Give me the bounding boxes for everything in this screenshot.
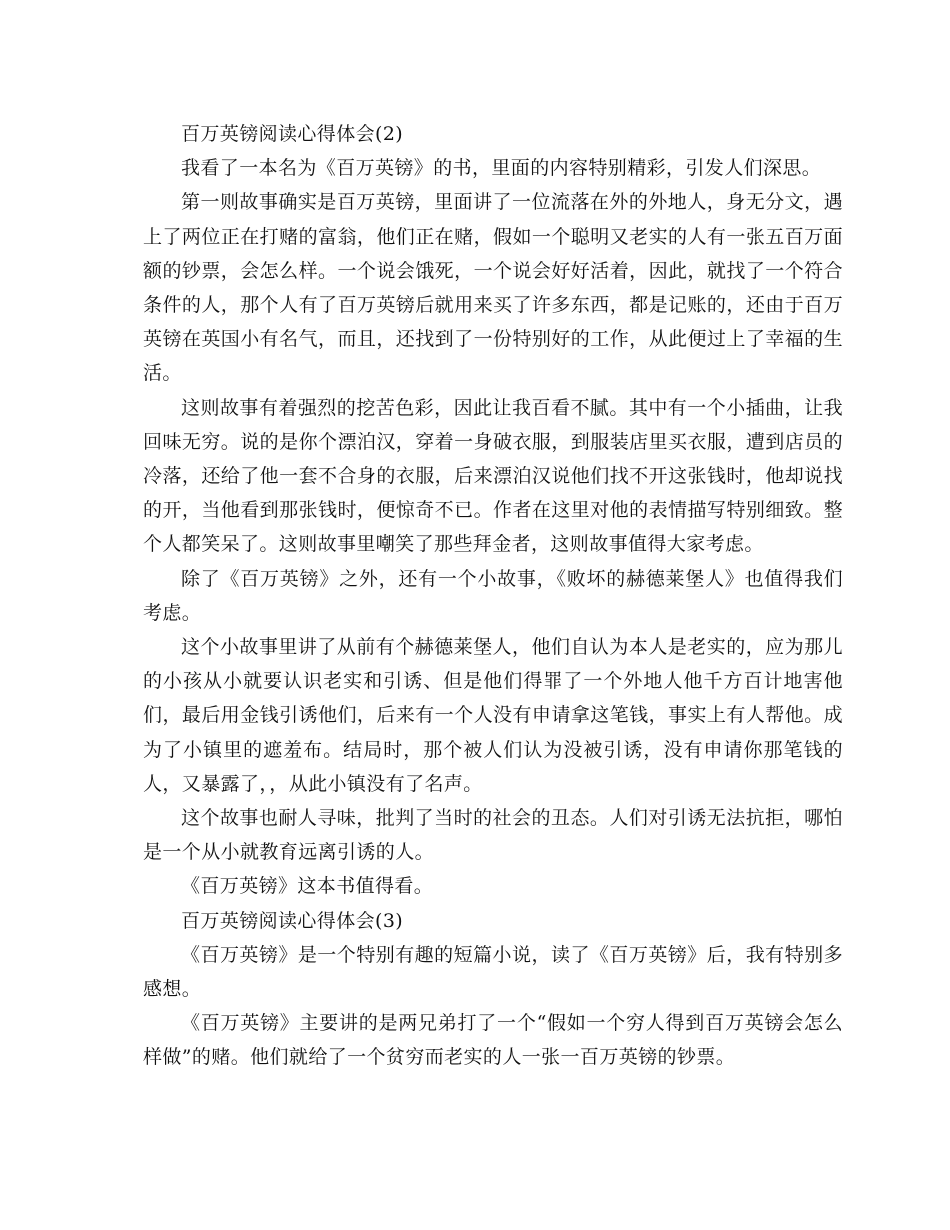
paragraph: 《百万英镑》是一个特别有趣的短篇小说，读了《百万英镑》后，我有特别多感想。 — [143, 943, 843, 1001]
section-heading-2: 百万英镑阅读心得体会(2) — [181, 123, 404, 145]
paragraph: 这则故事有着强烈的挖苦色彩，因此让我百看不腻。其中有一个小插曲，让我回味无穷。说的是你个漂泊汉，穿着一身破衣服，到服装店里买衣服，遭到店员的冷落，还给了他一套不合身的衣服，后来漂泊汉说他们找不开这张钱时，他却说找的开，当他看到那张钱时，便惊奇不已。作者在这里对他的表情描写特别细致。整个人都笑呆了。这则故事里嘲笑了那些拜金者，这则故事值得大家考虑。 — [143, 396, 843, 556]
document-body — [143, 117, 843, 1075]
paragraph: 《百万英镑》这本书值得看。 — [181, 875, 434, 898]
section-heading-3: 百万英镑阅读心得体会(3) — [181, 909, 404, 932]
paragraph: 这个小故事里讲了从前有个赫德莱堡人，他们自认为本人是老实的，应为那儿的小孩从小就要认识老实和引诱、但是他们得罪了一个外地人他千方百计地害他们，最后用金钱引诱他们，后来有一个人没有申请拿这笔钱，事实上有人帮他。成为了小镇里的遮羞布。结局时，那个被人们认为没被引诱，没有申请你那笔钱的人，又暴露了，，从此小镇没有了名声。 — [143, 636, 843, 795]
paragraph: 我看了一本名为《百万英镑》的书，里面的内容特别精彩，引发人们深思。 — [181, 157, 822, 180]
paragraph: 第一则故事确实是百万英镑，里面讲了一位流落在外的外地人，身无分文，遇上了两位正在打赌的富翁，他们正在赌，假如一个聪明又老实的人有一张五百万面额的钞票，会怎么样。一个说会饿死，一个说会好好活着，因此，就找了一个符合条件的人，那个人有了百万英镑后就用来买了许多东西，都是记账的，还由于百万英镑在英国小有名气，而且，还找到了一份特别好的工作，从此便过上了幸福的生活。 — [143, 191, 843, 385]
paragraph: 《百万英镑》主要讲的是两兄弟打了一个“假如一个穷人得到百万英镑会怎么样做”的赌。他们就给了一个贫穷而老实的人一张一百万英镑的钞票。 — [143, 1012, 843, 1069]
paragraph: 这个故事也耐人寻味，批判了当时的社会的丑态。人们对引诱无法抗拒，哪怕是一个从小就教育远离引诱的人。 — [143, 807, 843, 864]
paragraph: 除了《百万英镑》之外，还有一个小故事，《败坏的赫德莱堡人》也值得我们考虑。 — [143, 567, 843, 624]
